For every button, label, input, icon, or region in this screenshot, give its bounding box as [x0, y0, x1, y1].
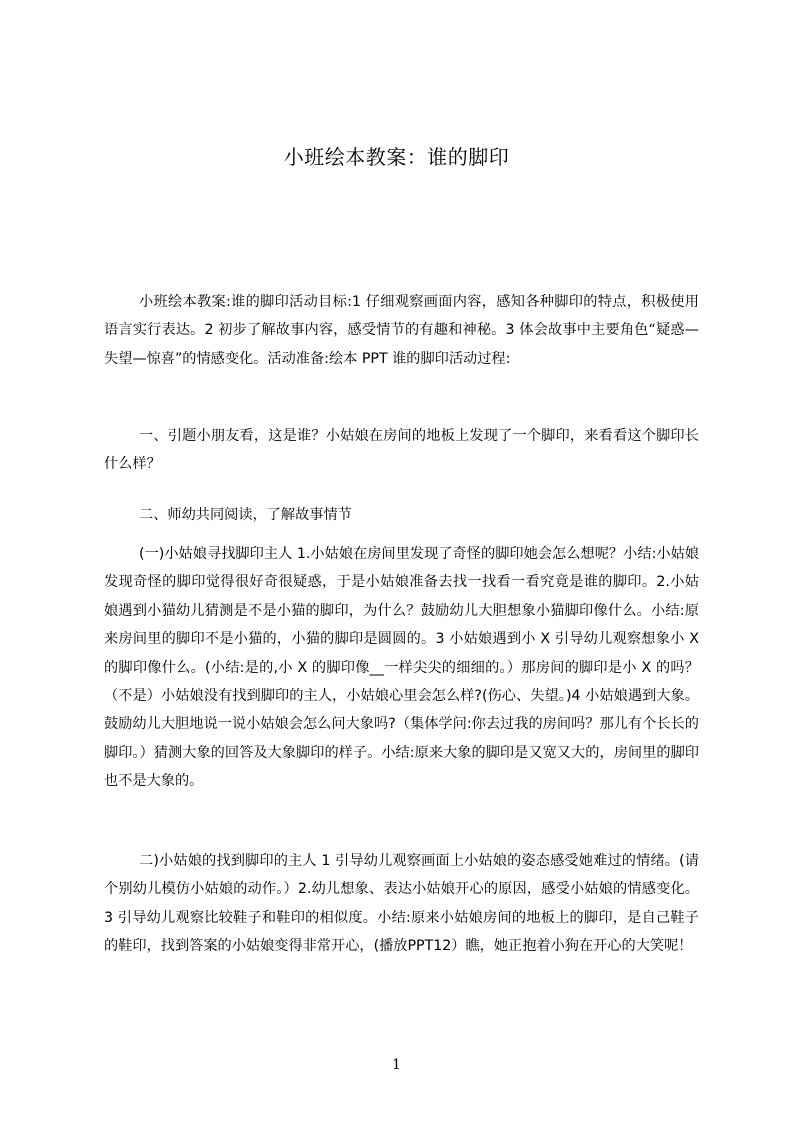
document-title: 小班绘本教案：谁的脚印	[283, 145, 510, 169]
paragraph-intro: 小班绘本教案:谁的脚印活动目标:1 仔细观察画面内容，感知各种脚印的特点，积极使用语言实行表达。2 初步了解故事内容，感受情节的有趣和神秘。3 体会故事中主要角色“疑惑—失望—惊喜”的情感变化。活动准备:绘本 PPT 谁的脚印活动过程:	[104, 294, 699, 367]
page-number: 1	[392, 1057, 401, 1073]
paragraph-section-2-part-2: 二)小姑娘的找到脚印的主人 1 引导幼儿观察画面上小姑娘的姿态感受她难过的情绪。(请个别幼儿模仿小姑娘的动作。）2.幼儿想象、表达小姑娘开心的原因，感受小姑娘的情感变化。3 引导幼儿观察比较鞋子和鞋印的相似度。小结:原来小姑娘房间的地板上的脚印，是自己鞋子的鞋印，找到答案的小姑娘变得非常开心，(播放PPT12）瞧，她正抱着小狗在开心的大笑呢！	[104, 853, 699, 955]
paragraph-section-2-heading: 二、师幼共同阅读，了解故事情节	[139, 507, 352, 523]
paragraph-section-2-part-1: (一)小姑娘寻找脚印主人 1.小姑娘在房间里发现了奇怪的脚印她会怎么想呢？小结:小姑娘发现奇怪的脚印觉得很好奇很疑惑，于是小姑娘准备去找一找看一看究竟是谁的脚印。2.小姑娘遇到小猫幼儿猜测是不是小猫的脚印，为什么？鼓励幼儿大胆想象小猫脚印像什么。小结:原来房间里的脚印不是小猫的，小猫的脚印是圆圆的。3 小姑娘遇到小 X 引导幼儿观察想象小 X 的脚印像什么。(小结:是的,小 X 的脚印像__一样尖尖的细细的。）那房间的脚印是小 X 的吗？（不是）小姑娘没有找到脚印的主人，小姑娘心里会怎么样?(伤心、失望。)4 小姑娘遇到大象。鼓励幼儿大胆地说一说小姑娘会怎么问大象吗?（集体学问:你去过我的房间吗？那儿有个长长的脚印。）猜测大象的回答及大象脚印的样子。小结:原来大象的脚印是又宽又大的，房间里的脚印也不是大象的。	[104, 546, 699, 790]
paragraph-section-1: 一、引题小朋友看，这是谁？小姑娘在房间的地板上发现了一个脚印，来看看这个脚印长什么样？	[104, 428, 699, 473]
